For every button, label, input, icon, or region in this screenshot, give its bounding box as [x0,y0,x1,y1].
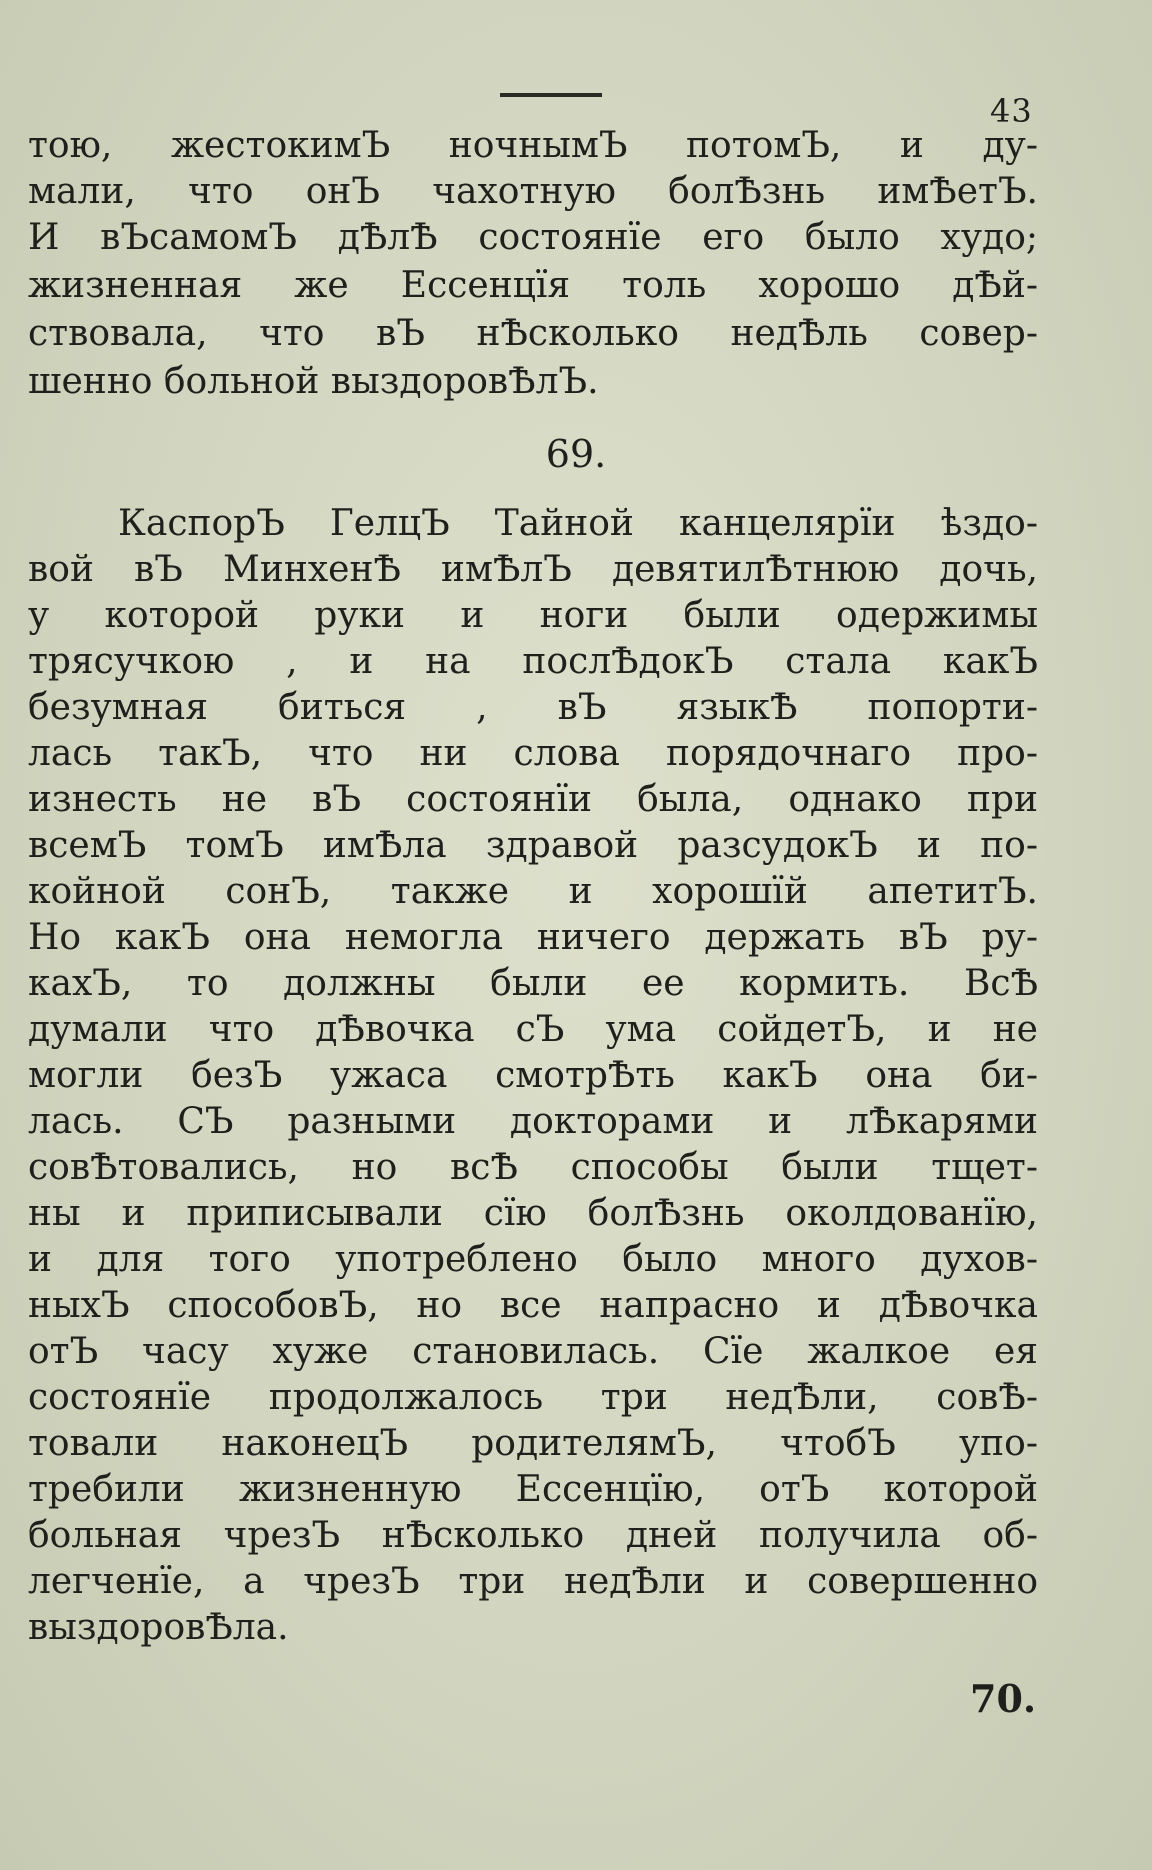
text-line: могли безЪ ужаса смотрѢть какЪ она би- [28,1055,1038,1096]
text-line: кахЪ, то должны были ее кормить. ВсѢ [28,963,1038,1004]
text-line: и для того употреблено было много духов- [28,1239,1038,1280]
text-line: КаспорЪ ГелцЪ Тайной канцелярїи ѣздо- [118,503,1038,544]
text-line: легченїе, а чрезЪ три недѢли и совершенно [28,1561,1038,1602]
text-line: жизненная же Ессенцїя толь хорошо дѢй- [28,265,1038,306]
text-line: лась. СЪ разными докторами и лѢкарями [28,1101,1038,1142]
text-line: ствовала, что вЪ нѢсколько недѢль совер- [28,313,1038,354]
text-line: мали, что онЪ чахотную болѢзнь имѢетЪ. [28,171,1038,212]
catchword: 70. [970,1676,1037,1721]
text-line: тою, жестокимЪ ночнымЪ потомЪ, и ду- [28,125,1038,166]
text-line: думали что дѢвочка сЪ ума сойдетЪ, и не [28,1009,1038,1050]
text-line: безумная биться , вЪ языкѢ попорти- [28,687,1038,728]
text-line: всемЪ томЪ имѢла здравой разсудокЪ и по- [28,825,1038,866]
text-line: шенно больной выздоровѢлЪ. [28,361,599,402]
text-line: товали наконецЪ родителямЪ, чтобЪ упо- [28,1423,1038,1464]
text-line: отЪ часу хуже становилась. Сїе жалкое ея [28,1331,1038,1372]
section-number: 69. [545,432,607,476]
text-line: требили жизненную Ессенцїю, отЪ которой [28,1469,1038,1510]
text-line: Но какЪ она немогла ничего держать вЪ ру- [28,917,1038,958]
text-line: ны и приписывали сїю болѢзнь околдованїю, [28,1193,1038,1234]
text-line: больная чрезЪ нѢсколько дней получила об- [28,1515,1038,1556]
text-line: лась такЪ, что ни слова порядочнаго про- [28,733,1038,774]
header-rule [500,93,602,97]
text-line: выздоровѢла. [28,1607,289,1648]
text-line: вой вЪ МинхенѢ имѢлЪ девятилѢтнюю дочь, [28,549,1038,590]
text-line: совѢтовались, но всѢ способы были тщет- [28,1147,1038,1188]
text-line: И вЪсамомЪ дѢлѢ состоянїе его было худо; [28,217,1038,258]
text-line: состоянїе продолжалось три недѢли, совѢ- [28,1377,1038,1418]
text-line: изнесть не вЪ состоянїи была, однако при [28,779,1038,820]
text-line: у которой руки и ноги были одержимы [28,595,1038,636]
page-number: 43 [990,92,1033,130]
text-line: койной сонЪ, также и хорошїй апетитЪ. [28,871,1038,912]
text-line: трясучкою , и на послѢдокЪ стала какЪ [28,641,1038,682]
text-line: ныхЪ способовЪ, но все напрасно и дѢвочка [28,1285,1038,1326]
